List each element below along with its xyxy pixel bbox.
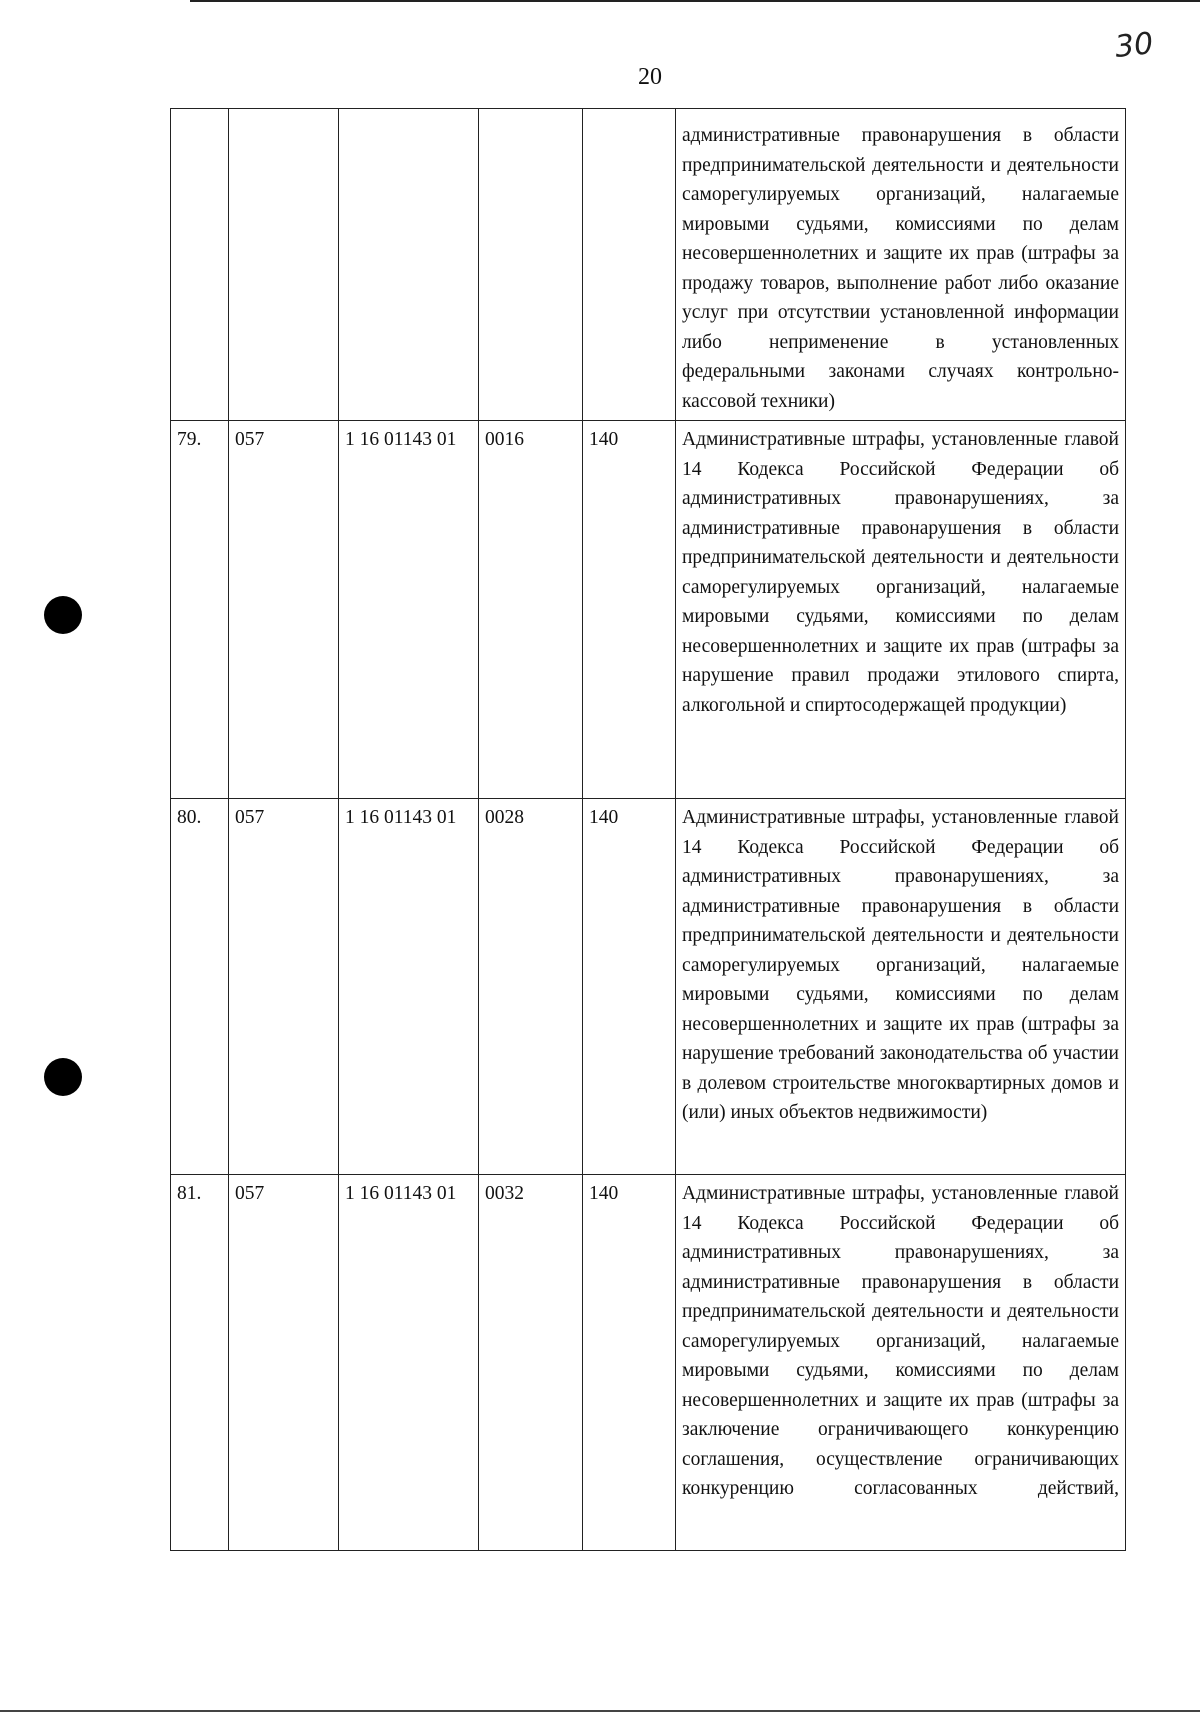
kosgu-code-cell: 140 [583, 1175, 676, 1551]
admin-code-cell: 057 [229, 1175, 339, 1551]
description-cell: Административные штрафы, установленные главой 14 Кодекса Российской Федерации об административных правонарушениях, за административные правонарушения в области предпринимательской деятельности и деятельности саморегулируемых организаций, налагаемые мировыми судьями, комиссиями по делам несовершеннолетних и защите их прав (штрафы за нарушение правил продажи этилового спирта, алкогольной и спиртосодержащей продукции) [676, 421, 1126, 799]
description-cell: Административные штрафы, установленные главой 14 Кодекса Российской Федерации об административных правонарушениях, за административные правонарушения в области предпринимательской деятельности и деятельности саморегулируемых организаций, налагаемые мировыми судьями, комиссиями по делам несовершеннолетних и защите их прав (штрафы за заключение ограничивающего конкуренцию соглашения, осуществление ограничивающих конкуренцию согласованных действий, [676, 1175, 1126, 1551]
table-row [171, 421, 1126, 799]
subtype-code-cell: 0016 [479, 421, 583, 799]
page-number: 20 [638, 64, 662, 90]
table-row-continued [171, 109, 1126, 421]
top-edge-rule [190, 0, 1200, 2]
bottom-edge-rule [0, 1710, 1200, 1712]
table-row [171, 799, 1126, 1175]
admin-code-cell: 057 [229, 799, 339, 1175]
subtype-code-cell: 0028 [479, 799, 583, 1175]
description-cell: административные правонарушения в области предпринимательской деятельности и деятельности саморегулируемых организаций, налагаемые мировыми судьями, комиссиями по делам несовершеннолетних и защите их прав (штрафы за продажу товаров, выполнение работ либо оказание услуг при отсутствии установленной информации либо неприменение в установленных федеральными законами случаях контрольно-кассовой техники) [676, 109, 1126, 421]
kosgu-code-cell [583, 109, 676, 421]
punch-hole-icon [44, 596, 82, 634]
revenue-code-cell: 1 16 01143 01 [339, 799, 479, 1175]
description-cell: Административные штрафы, установленные главой 14 Кодекса Российской Федерации об административных правонарушениях, за административные правонарушения в области предпринимательской деятельности и деятельности саморегулируемых организаций, налагаемые мировыми судьями, комиссиями по делам несовершеннолетних и защите их прав (штрафы за нарушение требований законодательства об участии в долевом строительстве многоквартирных домов и (или) иных объектов недвижимости) [676, 799, 1126, 1175]
subtype-code-cell: 0032 [479, 1175, 583, 1551]
kosgu-code-cell: 140 [583, 799, 676, 1175]
revenue-code-cell: 1 16 01143 01 [339, 1175, 479, 1551]
row-number-cell: 81. [171, 1175, 229, 1551]
revenue-code-cell: 1 16 01143 01 [339, 421, 479, 799]
row-number-cell: 80. [171, 799, 229, 1175]
admin-code-cell: 057 [229, 421, 339, 799]
revenue-code-cell [339, 109, 479, 421]
handwritten-page-mark: 30 [1113, 26, 1155, 65]
table-row [171, 1175, 1126, 1551]
admin-code-cell [229, 109, 339, 421]
punch-hole-icon [44, 1058, 82, 1096]
revenue-codes-table [170, 108, 1126, 1551]
row-number-cell: 79. [171, 421, 229, 799]
subtype-code-cell [479, 109, 583, 421]
row-number-cell [171, 109, 229, 421]
kosgu-code-cell: 140 [583, 421, 676, 799]
